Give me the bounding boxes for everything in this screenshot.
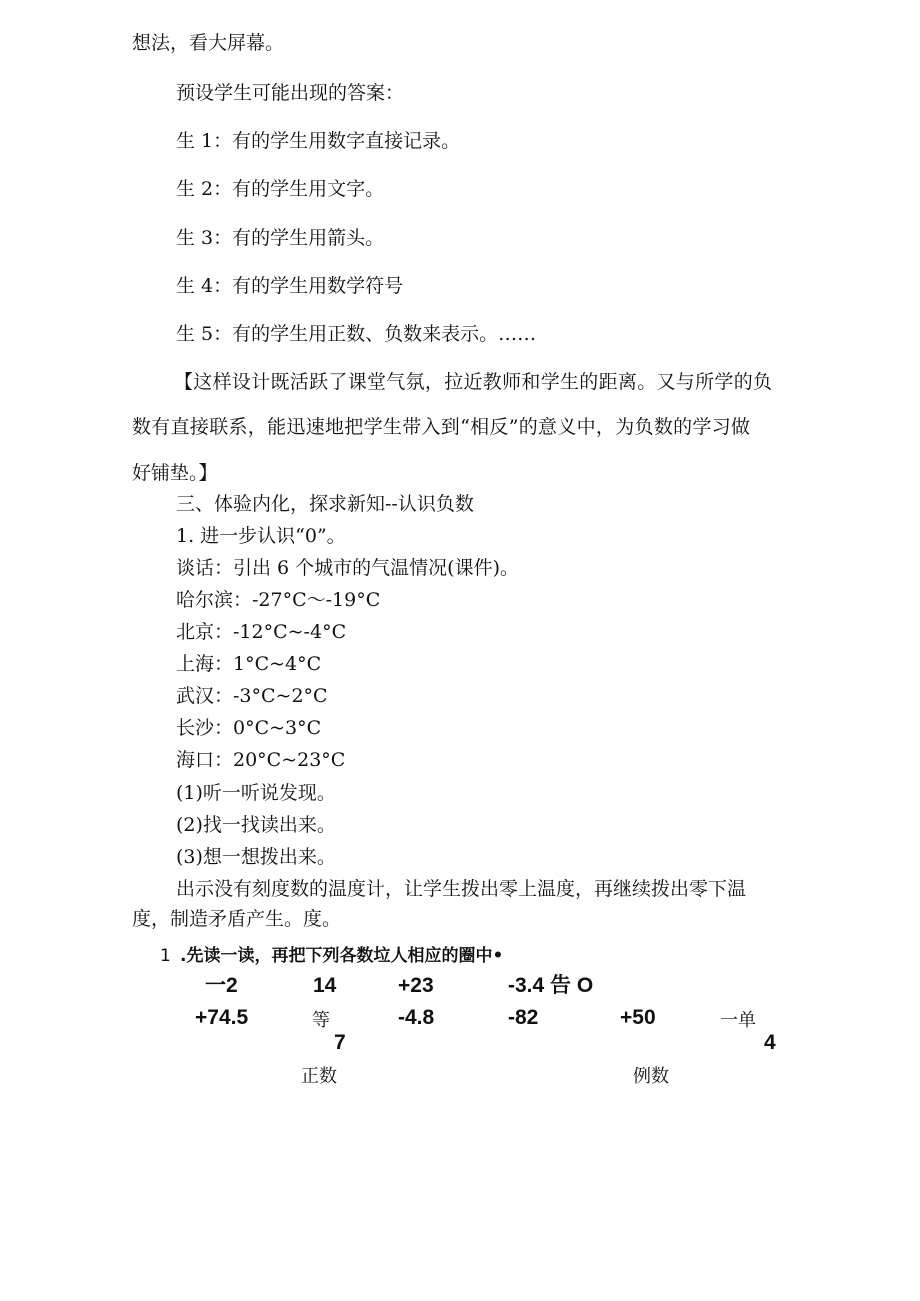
paragraph: 度，制造矛盾产生。度。 <box>132 908 342 930</box>
number-item: -82 <box>508 1006 539 1029</box>
paragraph: 1. 进一步认识“0”。 <box>176 525 346 547</box>
number-item: +74.5 <box>195 1006 249 1029</box>
exercise-instruction: .先读一读，再把下列各数垃人相应的圈中• <box>180 946 504 966</box>
number-item: 一2 <box>205 974 238 997</box>
number-item: 等 <box>312 1010 330 1030</box>
step-line: (2)找一找读出来。 <box>176 814 336 836</box>
temperature-line: 海口：20°C~23°C <box>176 749 346 771</box>
temperature-line: 武汉：-3°C~2°C <box>176 685 328 707</box>
design-note: 数有直接联系，能迅速地把学生带入到“相反”的意义中，为负数的学习做 <box>132 416 751 438</box>
design-note: 好铺垫。】 <box>132 462 218 484</box>
temperature-line: 长沙：0°C~3°C <box>176 717 322 739</box>
paragraph: 出示没有刻度数的温度计，让学生拨出零上温度，再继续拨出零下温 <box>176 878 747 900</box>
exercise-index: 1 <box>160 946 171 966</box>
temperature-line: 北京：-12°C~-4°C <box>176 621 347 643</box>
answer-line: 生 2：有的学生用文字。 <box>176 178 385 200</box>
number-item: 14 <box>313 974 337 997</box>
paragraph: 想法，看大屏幕。 <box>132 32 285 54</box>
answer-line: 生 3：有的学生用箭头。 <box>176 227 385 249</box>
step-line: (1)听一听说发现。 <box>176 782 336 804</box>
design-note: 【这样设计既活跃了课堂气氛，拉近教师和学生的距离。又与所学的负 <box>174 371 773 393</box>
number-item: -4.8 <box>398 1006 435 1029</box>
temperature-line: 上海：1°C~4°C <box>176 653 322 675</box>
answer-line: 生 5：有的学生用正数、负数来表示。…… <box>176 323 537 345</box>
number-item: 一单 <box>720 1010 756 1030</box>
step-line: (3)想一想拨出来。 <box>176 846 336 868</box>
answer-line: 生 4：有的学生用数学符号 <box>176 275 404 297</box>
section-heading: 三、体验内化，探求新知--认识负数 <box>176 493 474 515</box>
fraction-denominator: 7 <box>334 1031 346 1054</box>
answer-line: 生 1：有的学生用数字直接记录。 <box>176 130 461 152</box>
number-item: +50 <box>620 1006 656 1029</box>
positive-numbers-label: 正数 <box>301 1066 337 1087</box>
paragraph: 谈话：引出 6 个城市的气温情况(课件)。 <box>176 557 519 579</box>
number-item: -3.4 告 O <box>508 974 594 997</box>
fraction-denominator: 4 <box>764 1031 776 1054</box>
temperature-line: 哈尔滨：-27°C～-19°C <box>176 589 381 611</box>
negative-numbers-label: 例数 <box>633 1066 669 1087</box>
number-item: +23 <box>398 974 434 997</box>
paragraph: 预设学生可能出现的答案： <box>176 82 405 104</box>
